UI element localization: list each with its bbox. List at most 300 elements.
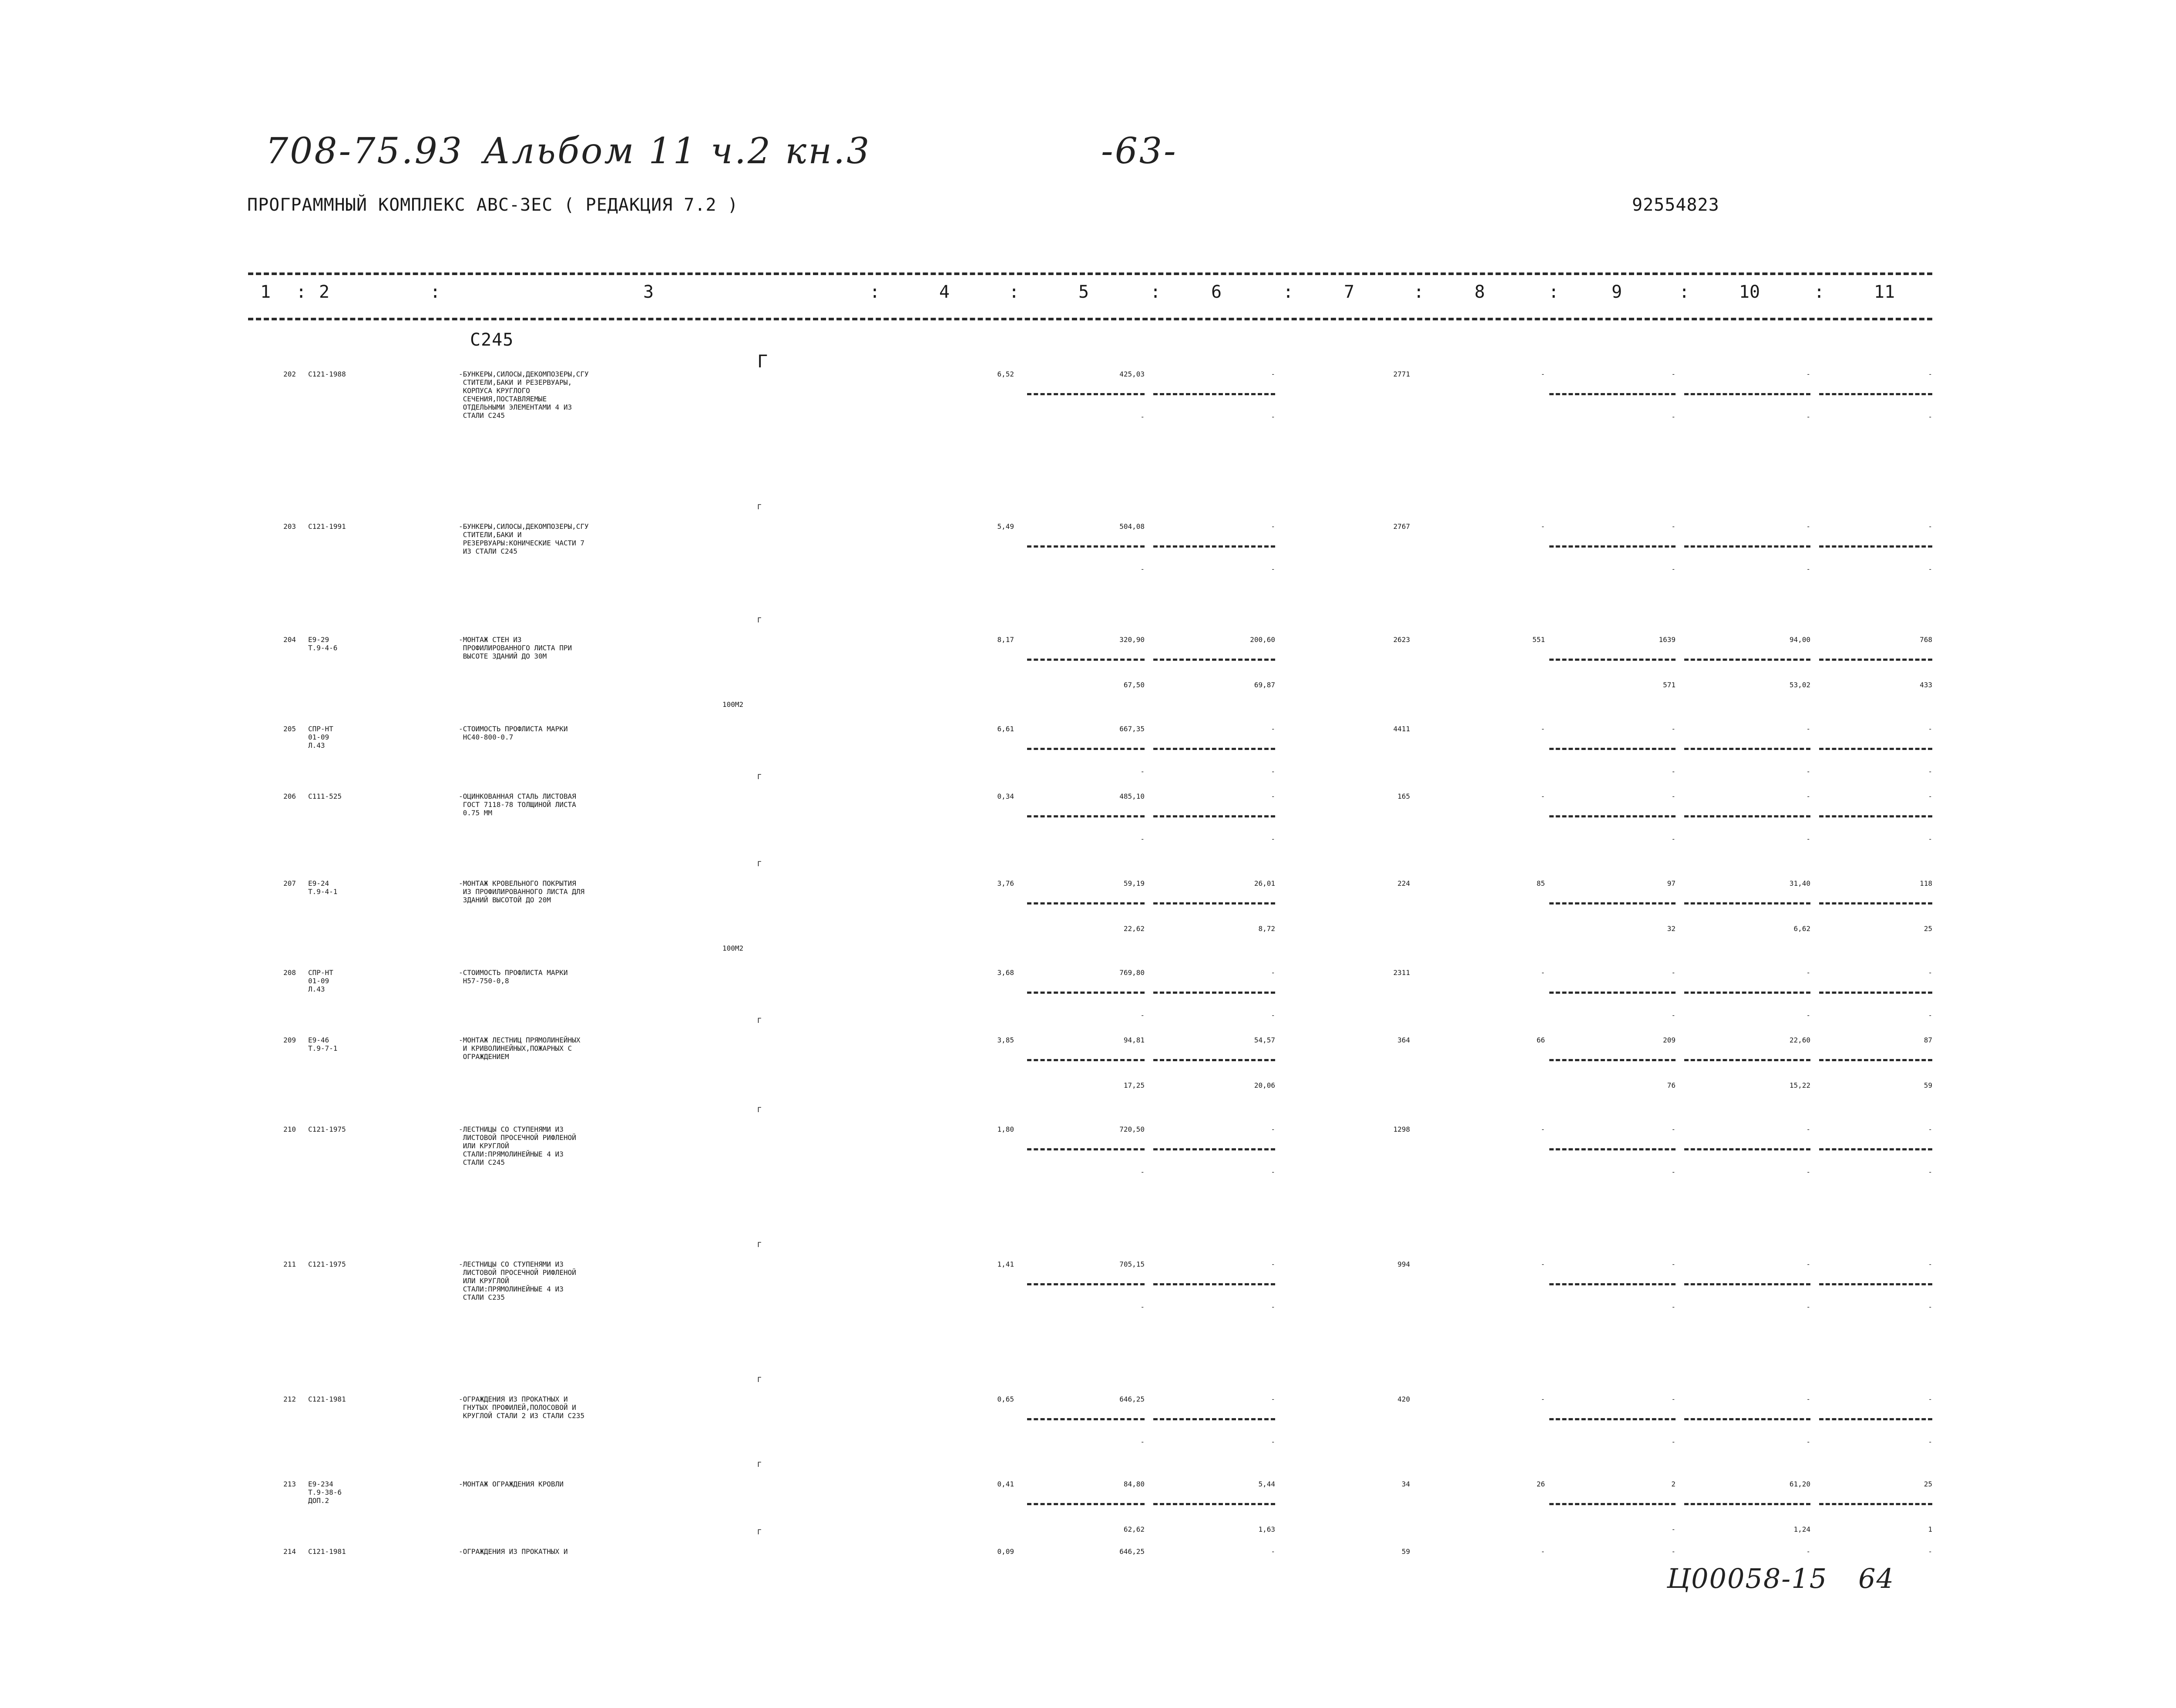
value-col-6: 5,44 [1258, 1480, 1275, 1488]
value-divider-line [1153, 748, 1275, 750]
handwritten-page-number: -63- [1101, 131, 1178, 172]
value-divider-line [1153, 393, 1275, 395]
value-col-7: 420 [1397, 1395, 1410, 1403]
value-divider-line [1153, 659, 1275, 661]
value-col-7: 2623 [1393, 635, 1410, 644]
value-divider-line [1027, 545, 1145, 548]
value-divider-line [1549, 1283, 1676, 1285]
value-col-9: - [1671, 792, 1676, 800]
value-col-9: - [1671, 968, 1676, 977]
value-col-6: - [1271, 725, 1275, 733]
value-col-10-lower: 6,62 [1793, 925, 1810, 933]
value-col-5-lower: - [1140, 565, 1145, 573]
value-col-6: - [1271, 968, 1275, 977]
value-col-6: 54,57 [1254, 1036, 1275, 1044]
column-number-1: 1 [260, 282, 271, 302]
value-col-9: 1639 [1659, 635, 1676, 644]
column-number-6: 6 [1211, 282, 1222, 302]
unit-label: 100М2 [722, 944, 744, 952]
value-col-4: 6,52 [997, 370, 1014, 378]
value-col-8: - [1541, 792, 1545, 800]
value-divider-line [1819, 1283, 1932, 1285]
row-resource-code: С121-1975 [308, 1260, 346, 1268]
value-divider-line [1684, 1283, 1810, 1285]
value-col-11-lower: - [1928, 565, 1932, 573]
value-divider-line [1819, 815, 1932, 817]
value-col-5-lower: 62,62 [1123, 1525, 1145, 1533]
value-col-5: 667,35 [1119, 725, 1145, 733]
row-resource-code: С111-525 [308, 792, 342, 800]
value-col-8: 85 [1536, 879, 1545, 888]
value-col-8: 551 [1532, 635, 1545, 644]
column-separator: : [1813, 282, 1825, 302]
value-divider-line [1153, 1148, 1275, 1150]
row-number: 203 [283, 522, 296, 531]
value-col-9-lower: - [1671, 413, 1676, 421]
value-col-10: - [1806, 522, 1810, 531]
value-col-6: - [1271, 1395, 1275, 1403]
value-col-11: - [1928, 1547, 1932, 1556]
value-col-10: - [1806, 792, 1810, 800]
trail-mark: Г [757, 616, 762, 624]
value-col-4: 1,80 [997, 1125, 1014, 1133]
row-number: 205 [283, 725, 296, 733]
value-col-11: - [1928, 370, 1932, 378]
trail-mark: Г [757, 1241, 762, 1249]
value-divider-line [1819, 1418, 1932, 1420]
value-col-9-lower: 571 [1663, 681, 1676, 689]
value-col-11: 25 [1924, 1480, 1932, 1488]
trail-mark: Г [757, 352, 768, 372]
row-description: -МОНТАЖ КРОВЕЛЬНОГО ПОКРЫТИЯ ИЗ ПРОФИЛИРОВАННОГО ЛИСТА ДЛЯ ЗДАНИЙ ВЫСОТОЙ ДО 20М [459, 879, 584, 904]
value-divider-line [1153, 992, 1275, 994]
row-number: 204 [283, 635, 296, 644]
value-divider-line [1027, 992, 1145, 994]
row-resource-code: Е9-46 Т.9-7-1 [308, 1036, 338, 1052]
value-divider-line [1819, 1059, 1932, 1061]
carry-over-text: С245 [470, 330, 514, 350]
row-resource-code: СПР-НТ 01-09 Л.43 [308, 725, 333, 750]
row-number: 202 [283, 370, 296, 378]
value-col-10: 94,00 [1789, 635, 1810, 644]
value-col-9: - [1671, 725, 1676, 733]
value-divider-line [1027, 902, 1145, 904]
value-divider-line [1684, 659, 1810, 661]
value-divider-line [1549, 748, 1676, 750]
value-col-11-lower: - [1928, 1168, 1932, 1176]
value-col-4: 0,41 [997, 1480, 1014, 1488]
value-divider-line [1684, 902, 1810, 904]
value-col-7: 165 [1397, 792, 1410, 800]
row-description: -ОЦИНКОВАННАЯ СТАЛЬ ЛИСТОВАЯ ГОСТ 7118-78 ТОЛЩИНОЙ ЛИСТА 0.75 ММ [459, 792, 576, 817]
value-col-10-lower: - [1806, 413, 1810, 421]
column-number-row [248, 282, 1932, 308]
value-divider-line [1684, 1418, 1810, 1420]
value-col-9: - [1671, 522, 1676, 531]
value-col-6-lower: 1,63 [1258, 1525, 1275, 1533]
row-description: -БУНКЕРЫ,СИЛОСЫ,ДЕКОМПОЗЕРЫ,СГУ СТИТЕЛИ,БАКИ И РЕЗЕРВУАРЫ:КОНИЧЕСКИЕ ЧАСТИ 7 ИЗ СТАЛИ С245 [459, 522, 589, 555]
row-number: 208 [283, 968, 296, 977]
value-col-11: - [1928, 968, 1932, 977]
value-divider-line [1819, 1503, 1932, 1505]
value-col-10: - [1806, 968, 1810, 977]
handwritten-album: Альбом 11 ч.2 кн.3 [483, 131, 871, 172]
column-separator: : [1283, 282, 1294, 302]
value-col-10: - [1806, 1395, 1810, 1403]
value-col-6: - [1271, 522, 1275, 531]
value-col-5: 705,15 [1119, 1260, 1145, 1268]
value-col-8: - [1541, 1395, 1545, 1403]
value-col-11: - [1928, 1395, 1932, 1403]
value-col-9-lower: - [1671, 1168, 1676, 1176]
value-divider-line [1153, 1418, 1275, 1420]
value-col-11: 768 [1920, 635, 1932, 644]
value-col-4: 8,17 [997, 635, 1014, 644]
value-col-8: - [1541, 1125, 1545, 1133]
value-col-6: - [1271, 1547, 1275, 1556]
value-col-11-lower: 25 [1924, 925, 1932, 933]
value-divider-line [1153, 545, 1275, 548]
value-col-10-lower: - [1806, 1438, 1810, 1446]
value-divider-line [1153, 1059, 1275, 1061]
value-divider-line [1819, 1148, 1932, 1150]
row-number: 206 [283, 792, 296, 800]
value-col-6-lower: 8,72 [1258, 925, 1275, 933]
row-resource-code: Е9-234 Т.9-38-6 ДОП.2 [308, 1480, 342, 1505]
value-col-5: 320,90 [1119, 635, 1145, 644]
value-col-7: 364 [1397, 1036, 1410, 1044]
value-col-11-lower: 59 [1924, 1081, 1932, 1089]
value-col-11-lower: - [1928, 1303, 1932, 1311]
table-top-rule [248, 272, 1932, 275]
value-divider-line [1684, 1148, 1810, 1150]
row-description: -МОНТАЖ ОГРАЖДЕНИЯ КРОВЛИ [459, 1480, 564, 1488]
value-col-11-lower: - [1928, 1438, 1932, 1446]
value-col-10-lower: - [1806, 767, 1810, 776]
value-col-10-lower: 53,02 [1789, 681, 1810, 689]
value-col-6-lower: - [1271, 1168, 1275, 1176]
value-col-5-lower: - [1140, 767, 1145, 776]
value-col-5-lower: - [1140, 413, 1145, 421]
value-col-10: - [1806, 370, 1810, 378]
value-divider-line [1549, 1148, 1676, 1150]
value-col-4: 3,85 [997, 1036, 1014, 1044]
value-col-6-lower: - [1271, 1438, 1275, 1446]
column-number-5: 5 [1078, 282, 1089, 302]
trail-mark: Г [757, 773, 762, 781]
value-col-6: - [1271, 1260, 1275, 1268]
value-col-5: 646,25 [1119, 1395, 1145, 1403]
table-header-rule [248, 318, 1932, 320]
value-divider-line [1684, 992, 1810, 994]
value-col-5: 94,81 [1123, 1036, 1145, 1044]
value-col-10: 61,20 [1789, 1480, 1810, 1488]
column-number-8: 8 [1474, 282, 1485, 302]
handwritten-doc-code: 708-75.93 [265, 131, 463, 172]
value-col-6: - [1271, 1125, 1275, 1133]
row-number: 211 [283, 1260, 296, 1268]
value-col-5-lower: - [1140, 1438, 1145, 1446]
value-divider-line [1684, 815, 1810, 817]
value-divider-line [1027, 1503, 1145, 1505]
value-col-7: 2771 [1393, 370, 1410, 378]
value-col-9-lower: 76 [1667, 1081, 1676, 1089]
value-col-4: 1,41 [997, 1260, 1014, 1268]
value-col-5: 59,19 [1123, 879, 1145, 888]
column-separator: : [1150, 282, 1161, 302]
value-col-5: 504,08 [1119, 522, 1145, 531]
value-col-9: - [1671, 1547, 1676, 1556]
value-col-10-lower: - [1806, 565, 1810, 573]
value-col-6-lower: 20,06 [1254, 1081, 1275, 1089]
value-col-4: 6,61 [997, 725, 1014, 733]
value-divider-line [1027, 1418, 1145, 1420]
value-col-9-lower: - [1671, 1525, 1676, 1533]
column-number-10: 10 [1739, 282, 1760, 302]
value-col-4: 5,49 [997, 522, 1014, 531]
unit-label: 100М2 [722, 700, 744, 709]
value-col-11-lower: - [1928, 1011, 1932, 1019]
value-col-8: 26 [1536, 1480, 1545, 1488]
value-col-5: 84,80 [1123, 1480, 1145, 1488]
row-description: -СТОИМОСТЬ ПРОФЛИСТА МАРКИ Н57-750-0,8 [459, 968, 568, 985]
value-col-11-lower: - [1928, 413, 1932, 421]
value-col-6: 200,60 [1250, 635, 1275, 644]
row-number: 214 [283, 1547, 296, 1556]
value-divider-line [1819, 992, 1932, 994]
value-col-6: 26,01 [1254, 879, 1275, 888]
value-col-7: 1298 [1393, 1125, 1410, 1133]
value-col-5: 425,03 [1119, 370, 1145, 378]
value-col-11-lower: 433 [1920, 681, 1932, 689]
trail-mark: Г [757, 1528, 762, 1536]
value-divider-line [1684, 748, 1810, 750]
row-description: -ОГРАЖДЕНИЯ ИЗ ПРОКАТНЫХ И [459, 1547, 568, 1556]
row-resource-code: Е9-29 Т.9-4-6 [308, 635, 338, 652]
value-divider-line [1027, 815, 1145, 817]
value-divider-line [1549, 545, 1676, 548]
column-separator: : [869, 282, 880, 302]
trail-mark: Г [757, 1106, 762, 1114]
value-col-9-lower: - [1671, 1303, 1676, 1311]
value-divider-line [1819, 748, 1932, 750]
value-divider-line [1153, 1503, 1275, 1505]
row-resource-code: С121-1975 [308, 1125, 346, 1133]
value-col-8: - [1541, 1547, 1545, 1556]
row-resource-code: С121-1981 [308, 1395, 346, 1403]
value-col-6-lower: - [1271, 565, 1275, 573]
value-col-11: 87 [1924, 1036, 1932, 1044]
value-col-4: 0,34 [997, 792, 1014, 800]
value-col-10: - [1806, 1547, 1810, 1556]
value-col-5: 769,80 [1119, 968, 1145, 977]
column-separator: : [1548, 282, 1559, 302]
value-col-9: - [1671, 1395, 1676, 1403]
value-col-6-lower: - [1271, 413, 1275, 421]
row-resource-code: С121-1981 [308, 1547, 346, 1556]
value-col-7: 994 [1397, 1260, 1410, 1268]
value-col-9: - [1671, 1260, 1676, 1268]
value-col-7: 2767 [1393, 522, 1410, 531]
column-number-3: 3 [643, 282, 654, 302]
column-number-2: 2 [319, 282, 330, 302]
value-col-5-lower: 22,62 [1123, 925, 1145, 933]
value-col-10: 31,40 [1789, 879, 1810, 888]
value-col-4: 0,65 [997, 1395, 1014, 1403]
value-divider-line [1549, 1059, 1676, 1061]
value-col-9-lower: - [1671, 835, 1676, 843]
trail-mark: Г [757, 1375, 762, 1384]
value-col-11: - [1928, 725, 1932, 733]
value-divider-line [1153, 902, 1275, 904]
value-col-11-lower: - [1928, 767, 1932, 776]
value-col-6: - [1271, 370, 1275, 378]
value-divider-line [1027, 659, 1145, 661]
row-number: 212 [283, 1395, 296, 1403]
row-number: 210 [283, 1125, 296, 1133]
value-col-7: 34 [1401, 1480, 1410, 1488]
value-col-9-lower: 32 [1667, 925, 1676, 933]
column-separator: : [296, 282, 307, 302]
row-description: -МОНТАЖ СТЕН ИЗ ПРОФИЛИРОВАННОГО ЛИСТА ПРИ ВЫСОТЕ ЗДАНИЙ ДО 30М [459, 635, 572, 660]
value-divider-line [1819, 393, 1932, 395]
value-col-9-lower: - [1671, 1438, 1676, 1446]
value-col-10-lower: - [1806, 1303, 1810, 1311]
value-col-7: 2311 [1393, 968, 1410, 977]
column-separator: : [430, 282, 441, 302]
column-separator: : [1413, 282, 1424, 302]
value-col-10: - [1806, 1125, 1810, 1133]
value-col-11: - [1928, 1125, 1932, 1133]
value-divider-line [1027, 393, 1145, 395]
value-divider-line [1027, 1148, 1145, 1150]
value-col-10-lower: - [1806, 1011, 1810, 1019]
value-divider-line [1684, 393, 1810, 395]
column-separator: : [1008, 282, 1020, 302]
row-number: 207 [283, 879, 296, 888]
value-divider-line [1549, 393, 1676, 395]
document-id: 92554823 [1632, 195, 1719, 215]
trail-mark: Г [757, 503, 762, 511]
value-col-7: 224 [1397, 879, 1410, 888]
value-col-11: 118 [1920, 879, 1932, 888]
value-divider-line [1549, 1503, 1676, 1505]
value-col-5-lower: - [1140, 1303, 1145, 1311]
column-number-7: 7 [1343, 282, 1355, 302]
value-divider-line [1549, 659, 1676, 661]
value-col-8: - [1541, 1260, 1545, 1268]
row-number: 209 [283, 1036, 296, 1044]
value-divider-line [1549, 902, 1676, 904]
value-col-11: - [1928, 522, 1932, 531]
row-description: -ОГРАЖДЕНИЯ ИЗ ПРОКАТНЫХ И ГНУТЫХ ПРОФИЛЕЙ,ПОЛОСОВОЙ И КРУГЛОЙ СТАЛИ 2 ИЗ СТАЛИ С235 [459, 1395, 584, 1420]
value-divider-line [1684, 1503, 1810, 1505]
value-col-10: 22,60 [1789, 1036, 1810, 1044]
value-col-5: 485,10 [1119, 792, 1145, 800]
value-col-11: - [1928, 1260, 1932, 1268]
row-description: -ЛЕСТНИЦЫ СО СТУПЕНЯМИ ИЗ ЛИСТОВОЙ ПРОСЕЧНОЙ РИФЛЕНОЙ ИЛИ КРУГЛОЙ СТАЛИ:ПРЯМОЛИНЕЙНЫЕ 4 ИЗ СТАЛИ С245 [459, 1125, 576, 1167]
value-divider-line [1549, 1418, 1676, 1420]
column-separator: : [1679, 282, 1690, 302]
value-col-8: - [1541, 370, 1545, 378]
value-col-6-lower: - [1271, 767, 1275, 776]
value-divider-line [1819, 659, 1932, 661]
value-col-4: 3,76 [997, 879, 1014, 888]
value-col-11-lower: 1 [1928, 1525, 1932, 1533]
row-description: -МОНТАЖ ЛЕСТНИЦ ПРЯМОЛИНЕЙНЫХ И КРИВОЛИНЕЙНЫХ,ПОЖАРНЫХ С ОГРАЖДЕНИЕМ [459, 1036, 581, 1061]
value-col-6-lower: - [1271, 1011, 1275, 1019]
value-col-10-lower: - [1806, 835, 1810, 843]
value-divider-line [1027, 748, 1145, 750]
handwritten-bottom-code: Ц00058-15 [1667, 1563, 1828, 1594]
value-col-5-lower: - [1140, 1011, 1145, 1019]
value-col-5: 646,25 [1119, 1547, 1145, 1556]
column-number-4: 4 [939, 282, 950, 302]
value-col-9: 97 [1667, 879, 1676, 888]
trail-mark: Г [757, 1016, 762, 1025]
value-col-7: 4411 [1393, 725, 1410, 733]
value-divider-line [1819, 545, 1932, 548]
value-col-8: - [1541, 522, 1545, 531]
row-resource-code: С121-1991 [308, 522, 346, 531]
row-resource-code: Е9-24 Т.9-4-1 [308, 879, 338, 896]
value-col-9-lower: - [1671, 1011, 1676, 1019]
value-col-6-lower: - [1271, 835, 1275, 843]
value-divider-line [1153, 1283, 1275, 1285]
value-col-10-lower: 15,22 [1789, 1081, 1810, 1089]
value-col-5-lower: 67,50 [1123, 681, 1145, 689]
row-resource-code: С121-1988 [308, 370, 346, 378]
trail-mark: Г [757, 860, 762, 868]
trail-mark: Г [757, 1460, 762, 1469]
value-col-5-lower: - [1140, 1168, 1145, 1176]
row-description: -СТОИМОСТЬ ПРОФЛИСТА МАРКИ НС40-800-0.7 [459, 725, 568, 741]
row-number: 213 [283, 1480, 296, 1488]
value-col-10: - [1806, 725, 1810, 733]
value-col-10-lower: - [1806, 1168, 1810, 1176]
value-divider-line [1549, 815, 1676, 817]
value-col-8: 66 [1536, 1036, 1545, 1044]
value-divider-line [1153, 815, 1275, 817]
row-description: -БУНКЕРЫ,СИЛОСЫ,ДЕКОМПОЗЕРЫ,СГУ СТИТЕЛИ,БАКИ И РЕЗЕРВУАРЫ, КОРПУСА КРУГЛОГО СЕЧЕНИЯ,ПОСТАВЛЯЕМЫЕ ОТДЕЛЬНЫМИ ЭЛЕМЕНТАМИ 4 ИЗ СТАЛИ С245 [459, 370, 589, 420]
program-header: ПРОГРАММНЫЙ КОМПЛЕКС АВС-3ЕС ( РЕДАКЦИЯ 7.2 ) [247, 195, 739, 215]
value-col-5: 720,50 [1119, 1125, 1145, 1133]
column-number-11: 11 [1874, 282, 1895, 302]
handwritten-bottom-page: 64 [1858, 1563, 1894, 1594]
value-col-10-lower: 1,24 [1793, 1525, 1810, 1533]
value-col-6-lower: - [1271, 1303, 1275, 1311]
value-col-9: - [1671, 370, 1676, 378]
value-col-11-lower: - [1928, 835, 1932, 843]
value-divider-line [1684, 1059, 1810, 1061]
value-divider-line [1549, 992, 1676, 994]
value-col-5-lower: - [1140, 835, 1145, 843]
value-col-9: 209 [1663, 1036, 1676, 1044]
value-col-4: 3,68 [997, 968, 1014, 977]
value-col-7: 59 [1401, 1547, 1410, 1556]
value-col-4: 0,09 [997, 1547, 1014, 1556]
row-resource-code: СПР-НТ 01-09 Л.43 [308, 968, 333, 993]
value-divider-line [1027, 1283, 1145, 1285]
column-number-9: 9 [1611, 282, 1622, 302]
value-divider-line [1684, 545, 1810, 548]
value-col-6-lower: 69,87 [1254, 681, 1275, 689]
value-col-5-lower: 17,25 [1123, 1081, 1145, 1089]
value-col-8: - [1541, 968, 1545, 977]
value-col-9: 2 [1671, 1480, 1676, 1488]
value-col-8: - [1541, 725, 1545, 733]
value-col-9: - [1671, 1125, 1676, 1133]
